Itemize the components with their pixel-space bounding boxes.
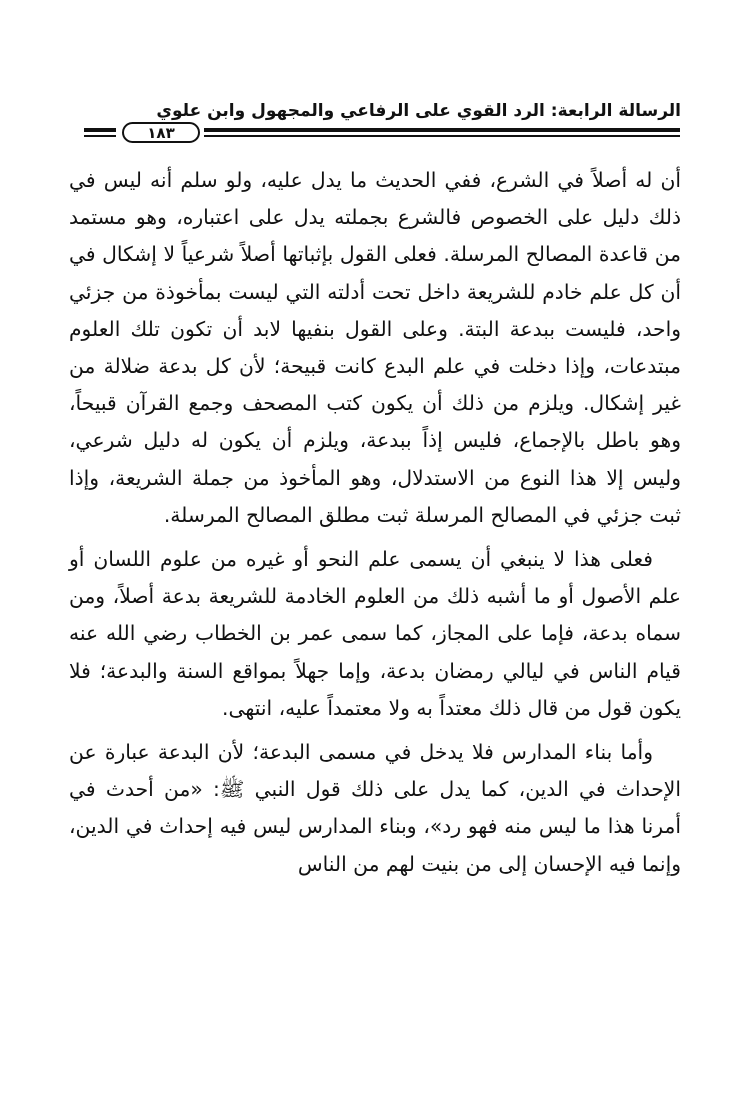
paragraph-1: أن له أصلاً في الشرع، ففي الحديث ما يدل عليه، ولو سلم أنه ليس في ذلك دليل على الخصوص فالشرع بجملته يدل على اعتباره، وهو مستمد من قاعدة المصالح المرسلة. فعلى القول بإثباتها أصلاً شرعياً لا إشكال في أن كل علم خادم للشريعة داخل تحت أدلته التي ليست بمأخوذة من جزئي واحد، فليست ببدعة البتة. وعلى القول بنفيها لابد أن تكون تلك العلوم مبتدعات، وإذا دخلت في علم البدع كانت قبيحة؛ لأن كل بدعة ضلالة من غير إشكال. ويلزم من ذلك أن يكون كتب المصحف وجمع القرآن قبيحاً، وهو باطل بالإجماع، فليس إذاً ببدعة، ويلزم أن يكون له دليل شرعي، وليس إلا هذا النوع من الاستدلال، وهو المأخوذ من جملة الشريعة، وإذا ثبت جزئي في المصالح المرسلة ثبت مطلق المصالح المرسلة. bbox=[69, 168, 681, 527]
running-head-title: الرسالة الرابعة: الرد القوي على الرفاعي والمجهول وابن علوي bbox=[156, 101, 681, 121]
header-rule bbox=[84, 122, 680, 144]
page-number-badge: ١٨٣ bbox=[122, 122, 200, 143]
body-text bbox=[69, 162, 681, 883]
header-rule-long bbox=[204, 128, 680, 137]
paragraph-3: وأما بناء المدارس فلا يدخل في مسمى البدعة؛ لأن البدعة عبارة عن الإحداث في الدين، كما يدل على ذلك قول النبي ﷺ: «من أحدث في أمرنا هذا ما ليس منه فهو رد»، وبناء المدارس ليس فيه إحداث في الدين، وإنما فيه الإحسان إلى من بنيت لهم من الناس bbox=[69, 740, 681, 876]
paragraph-2: فعلى هذا لا ينبغي أن يسمى علم النحو أو غيره من علوم اللسان أو علم الأصول أو ما أشبه ذلك من العلوم الخادمة للشريعة بدعة أصلاً، ومن سماه بدعة، فإما على المجاز، كما سمى عمر بن الخطاب رضي الله عنه قيام الناس في ليالي رمضان بدعة، وإما جهلاً بمواقع السنة والبدعة؛ فلا يكون قول من قال ذلك معتداً به ولا معتمداً عليه، انتهى. bbox=[69, 547, 681, 720]
header-rule-short bbox=[84, 128, 116, 137]
